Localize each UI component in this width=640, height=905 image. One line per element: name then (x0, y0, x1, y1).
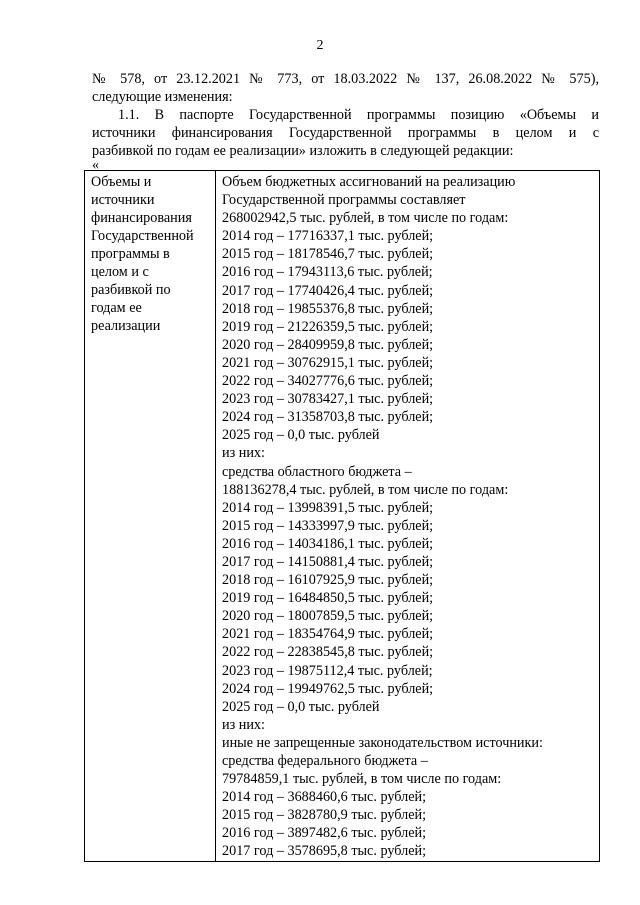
value-line: 2023 год – 19875112,4 тыс. рублей; (222, 662, 433, 679)
label-line: годам ее (91, 300, 142, 316)
value-line: из них: (222, 445, 265, 462)
value-line: 2016 год – 14034186,1 тыс. рублей; (222, 535, 434, 552)
item-1-1-line-1: 1.1. В паспорте Государственной программы позицию «Объемы и (118, 107, 599, 123)
label-line: Государственной (91, 228, 194, 244)
label-line: целом и с (91, 264, 149, 280)
value-line: 2019 год – 21226359,5 тыс. рублей; (222, 318, 434, 335)
value-line: 268002942,5 тыс. рублей, в том числе по годам: (222, 210, 509, 227)
value-line: 2015 год – 18178546,7 тыс. рублей; (222, 246, 434, 263)
value-line: иные не запрещенные законодательством источники: (222, 734, 543, 751)
value-line: 2014 год – 3688460,6 тыс. рублей; (222, 789, 427, 806)
financing-table-row (85, 171, 600, 862)
value-line: 2022 год – 22838545,8 тыс. рублей; (222, 644, 434, 661)
value-line: 2017 год – 17740426,4 тыс. рублей; (222, 282, 434, 299)
value-line: 2015 год – 3828780,9 тыс. рублей; (222, 807, 427, 824)
value-line: 2025 год – 0,0 тыс. рублей (222, 698, 380, 715)
value-line: 2016 год – 3897482,6 тыс. рублей; (222, 825, 427, 842)
value-line: 2015 год – 14333997,9 тыс. рублей; (222, 517, 434, 534)
financing-values-cell (216, 171, 600, 862)
value-line: Государственной программы составляет (222, 192, 466, 209)
value-line: 2018 год – 19855376,8 тыс. рублей; (222, 300, 434, 317)
value-line: 2014 год – 17716337,1 тыс. рублей; (222, 228, 434, 245)
value-line: 2017 год – 14150881,4 тыс. рублей; (222, 553, 434, 570)
value-line: 2021 год – 18354764,9 тыс. рублей; (222, 626, 434, 643)
value-lines (222, 173, 595, 861)
item-1-1-line-3: разбивкой по годам ее реализации» изложить в следующей редакции: (92, 143, 514, 159)
label-line: разбивкой по (91, 282, 171, 298)
value-line: 2024 год – 31358703,8 тыс. рублей; (222, 409, 434, 426)
label-line: финансирования (91, 210, 192, 226)
value-line: 2021 год – 30762915,1 тыс. рублей; (222, 354, 434, 371)
value-line: 2022 год – 34027776,6 тыс. рублей; (222, 373, 434, 390)
value-line: 2020 год – 28409959,8 тыс. рублей; (222, 336, 434, 353)
label-line: реализации (91, 318, 161, 334)
opening-quote-mark: « (92, 157, 100, 173)
label-line: источники (91, 192, 155, 208)
value-line: средства областного бюджета – (222, 463, 412, 480)
value-line: 2020 год – 18007859,5 тыс. рублей; (222, 608, 434, 625)
value-line: 2023 год – 30783427,1 тыс. рублей; (222, 391, 434, 408)
value-line: 2016 год – 17943113,6 тыс. рублей; (222, 264, 433, 281)
financing-label-cell (85, 171, 216, 862)
value-line: 2018 год – 16107925,9 тыс. рублей; (222, 572, 434, 589)
intro-line-2: следующие изменения: (92, 89, 233, 105)
intro-line-1: № 578, от 23.12.2021 № 773, от 18.03.2022 № 137, 26.08.2022 № 575), (92, 71, 599, 87)
value-line: Объем бюджетных ассигнований на реализацию (222, 174, 516, 190)
value-line: из них: (222, 716, 265, 733)
value-line: 79784859,1 тыс. рублей, в том числе по годам: (222, 771, 502, 788)
label-lines (91, 173, 211, 335)
value-line: 188136278,4 тыс. рублей, в том числе по годам: (222, 481, 509, 498)
financing-table (84, 170, 600, 862)
value-line: 2025 год – 0,0 тыс. рублей (222, 427, 380, 444)
item-1-1-line-2: источники финансирования Государственной программы в целом и с (92, 125, 599, 141)
label-line: Объемы и (91, 174, 152, 190)
value-line: 2017 год – 3578695,8 тыс. рублей; (222, 843, 427, 860)
value-line: 2024 год – 19949762,5 тыс. рублей; (222, 680, 434, 697)
label-line: программы в (91, 246, 170, 262)
value-line: 2019 год – 16484850,5 тыс. рублей; (222, 590, 434, 607)
value-line: средства федерального бюджета – (222, 753, 428, 769)
page-number: 2 (316, 38, 324, 53)
value-line: 2014 год – 13998391,5 тыс. рублей; (222, 499, 434, 516)
